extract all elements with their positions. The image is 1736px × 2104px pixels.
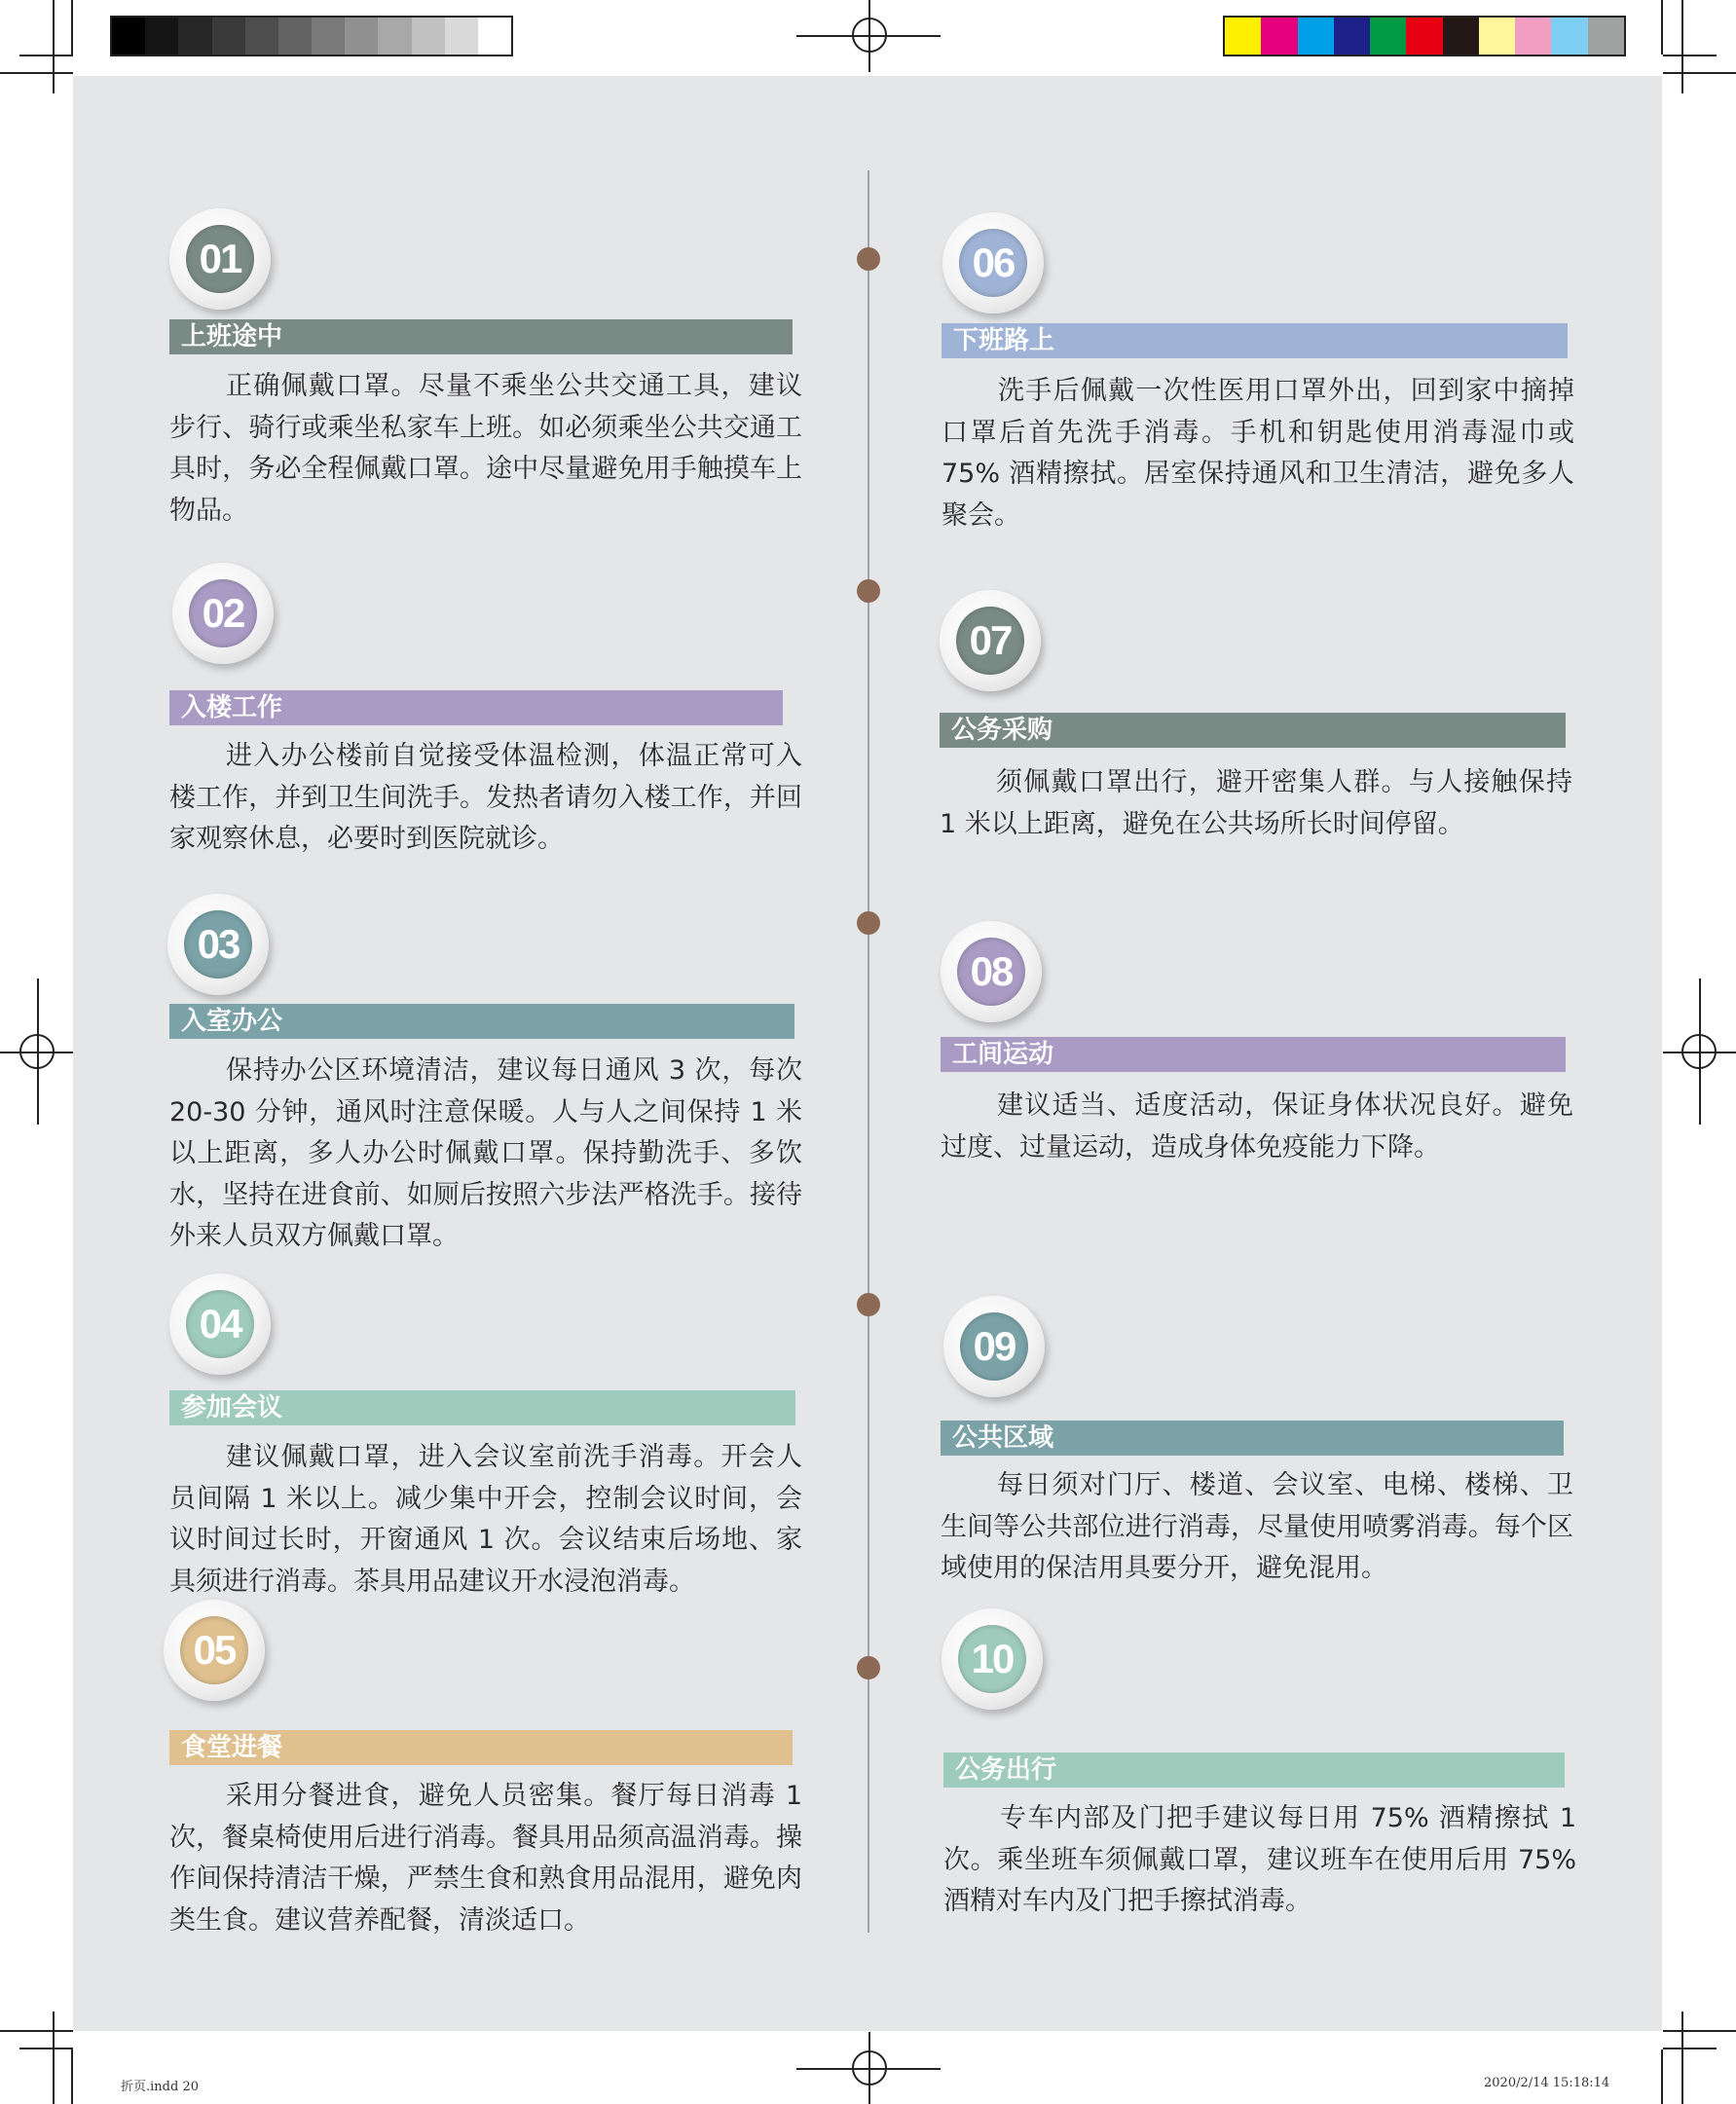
section-body-text: 每日须对门厅、楼道、会议室、电梯、楼梯、卫生间等公共部位进行消毒，尽量使用喷雾消毒。每个区域使用的保洁用具要分开，避免混用。 xyxy=(941,1470,1573,1583)
section-body-text: 洗手后佩戴一次性医用口罩外出，回到家中摘掉口罩后首先洗手消毒。手机和钥匙使用消毒湿巾或 75% 酒精擦拭。居室保持通风和卫生清洁，避免多人聚会。 xyxy=(942,376,1574,531)
crop-mark xyxy=(1663,72,1736,74)
crop-mark xyxy=(19,55,73,56)
color-swatch xyxy=(1551,18,1587,55)
footer-file-info: 折页.indd 20 xyxy=(121,2080,199,2094)
crop-mark xyxy=(0,72,73,74)
section-title-bar: 公务出行 xyxy=(943,1753,1565,1788)
section-title-bar: 下班路上 xyxy=(942,323,1568,358)
section-number: 03 xyxy=(184,910,252,978)
section-body-text: 专车内部及门把手建议每日用 75% 酒精擦拭 1 次。乘坐班车须佩戴口罩，建议班车在使用后用 75% 酒精对车内及门把手擦拭消毒。 xyxy=(943,1803,1576,1916)
section-number-badge xyxy=(172,563,274,664)
timeline-dot xyxy=(857,911,880,935)
section-number: 02 xyxy=(189,579,257,647)
section-body-text: 采用分餐进食，避免人员密集。餐厅每日消毒 1 次，餐桌椅使用后进行消毒。餐具用品须高温消毒。操作间保持清洁干燥，严禁生食和熟食用品混用，避免肉类生食。建议营养配餐，清淡适口。 xyxy=(169,1781,802,1936)
color-swatch xyxy=(1515,18,1551,55)
section-number: 05 xyxy=(180,1616,248,1684)
section-number: 04 xyxy=(186,1290,254,1358)
crop-mark xyxy=(0,2030,73,2032)
section-number: 06 xyxy=(959,229,1027,297)
color-swatch xyxy=(345,18,378,55)
crop-mark xyxy=(71,2049,73,2104)
section-number-badge xyxy=(941,921,1042,1022)
color-calibration-bar xyxy=(1223,16,1626,56)
section-title-bar: 参加会议 xyxy=(169,1390,795,1425)
color-swatch xyxy=(1370,18,1406,55)
section-body-text: 须佩戴口罩出行，避开密集人群。与人接触保持 1 米以上距离，避免在公共场所长时间停留。 xyxy=(940,767,1572,839)
section-number-badge xyxy=(164,1600,265,1701)
color-swatch xyxy=(312,18,345,55)
section-body-text: 建议适当、适度活动，保证身体状况良好。避免过度、过量运动，造成身体免疫能力下降。 xyxy=(941,1090,1573,1163)
section-number: 07 xyxy=(956,607,1024,675)
timeline-dot xyxy=(857,579,880,603)
crop-mark xyxy=(1663,55,1717,56)
section-body-text: 进入办公楼前自觉接受体温检测，体温正常可入楼工作，并到卫生间洗手。发热者请勿入楼工作，并回家观察休息，必要时到医院就诊。 xyxy=(169,741,802,854)
color-swatch xyxy=(478,18,511,55)
color-swatch xyxy=(212,18,245,55)
section-body-text: 建议佩戴口罩，进入会议室前洗手消毒。开会人员间隔 1 米以上。减少集中开会，控制会议时间，会议时间过长时，开窗通风 1 次。会议结束后场地、家具须进行消毒。茶具用品建议开水浸泡消毒。 xyxy=(169,1442,802,1597)
section-number-badge xyxy=(943,1296,1045,1397)
section-number-badge xyxy=(169,1273,271,1375)
color-swatch xyxy=(445,18,478,55)
section-body-text: 正确佩戴口罩。尽量不乘坐公共交通工具，建议步行、骑行或乘坐私家车上班。如必须乘坐公共交通工具时，务必全程佩戴口罩。途中尽量避免用手触摸车上物品。 xyxy=(169,371,802,526)
section-number-badge xyxy=(942,1608,1043,1710)
footer-timestamp: 2020/2/14 15:18:14 xyxy=(1484,2076,1610,2090)
color-swatch xyxy=(1261,18,1297,55)
section-number: 01 xyxy=(186,225,254,293)
crop-mark xyxy=(1681,2012,1683,2104)
color-swatch xyxy=(1406,18,1442,55)
color-swatch xyxy=(178,18,211,55)
section-number: 08 xyxy=(957,938,1025,1006)
color-swatch xyxy=(1298,18,1334,55)
section-number-badge xyxy=(942,212,1044,314)
section-number-badge xyxy=(169,208,271,310)
section-title-bar: 工间运动 xyxy=(941,1037,1566,1072)
crop-mark xyxy=(1663,2030,1736,2032)
grey-calibration-bar xyxy=(110,16,513,56)
color-swatch xyxy=(278,18,312,55)
color-swatch xyxy=(412,18,445,55)
crop-mark xyxy=(71,0,73,55)
section-number: 09 xyxy=(960,1312,1028,1381)
crop-mark xyxy=(1661,2049,1663,2104)
crop-mark xyxy=(1663,2048,1717,2049)
section-title-bar: 上班途中 xyxy=(169,319,793,354)
color-swatch xyxy=(1225,18,1261,55)
timeline-dot xyxy=(857,1293,880,1316)
color-swatch xyxy=(1334,18,1370,55)
timeline-dot xyxy=(857,1656,880,1680)
section-title-bar: 公共区域 xyxy=(941,1421,1564,1456)
color-swatch xyxy=(112,18,145,55)
color-swatch xyxy=(1443,18,1479,55)
section-title-bar: 入楼工作 xyxy=(169,690,783,725)
crop-mark xyxy=(53,0,55,93)
color-swatch xyxy=(1479,18,1515,55)
section-number-badge xyxy=(940,590,1041,691)
section-number: 10 xyxy=(958,1625,1026,1693)
section-number-badge xyxy=(167,894,269,995)
crop-mark xyxy=(1681,0,1683,93)
color-swatch xyxy=(245,18,278,55)
crop-mark xyxy=(1661,0,1663,55)
section-title-bar: 公务采购 xyxy=(940,713,1566,748)
section-body-text: 保持办公区环境清洁，建议每日通风 3 次，每次 20-30 分钟，通风时注意保暖。人与人之间保持 1 米以上距离，多人办公时佩戴口罩。保持勤洗手、多饮水，坚持在进食前、如厕后按照六步法严格洗手。接待外来人员双方佩戴口罩。 xyxy=(169,1055,802,1251)
section-title-bar: 入室办公 xyxy=(169,1004,794,1039)
crop-mark xyxy=(53,2012,55,2104)
crop-mark xyxy=(19,2048,73,2049)
timeline-dot xyxy=(857,247,880,271)
color-swatch xyxy=(1588,18,1624,55)
section-title-bar: 食堂进餐 xyxy=(169,1730,793,1765)
color-swatch xyxy=(378,18,411,55)
color-swatch xyxy=(145,18,178,55)
